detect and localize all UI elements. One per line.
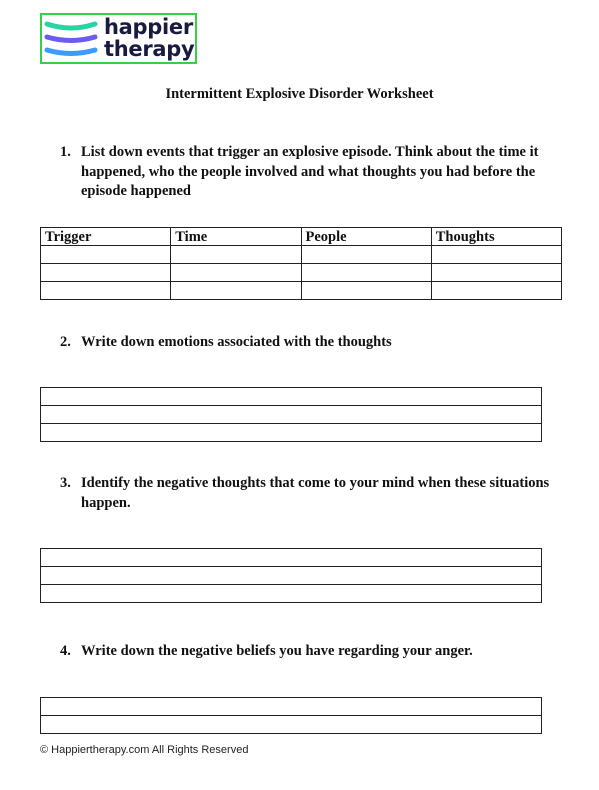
table-cell[interactable] — [171, 264, 301, 282]
answer-row — [41, 549, 542, 567]
answer-line[interactable] — [41, 388, 542, 406]
table-cell[interactable] — [431, 264, 561, 282]
question-3 — [60, 474, 565, 513]
answer-line[interactable] — [41, 406, 542, 424]
worksheet-title: Intermittent Explosive Disorder Worksheet — [165, 86, 434, 102]
table-cell[interactable] — [41, 264, 171, 282]
table-cell[interactable] — [301, 246, 431, 264]
question-4 — [60, 642, 565, 662]
happier-therapy-logo — [40, 13, 197, 64]
answer-row — [41, 698, 542, 716]
table-cell[interactable] — [171, 282, 301, 300]
table-cell[interactable] — [431, 246, 561, 264]
question-number: 4. — [60, 643, 71, 659]
answer-line[interactable] — [41, 424, 542, 442]
question-1 — [60, 143, 565, 202]
question-number: 2. — [60, 334, 71, 350]
table-header-row — [41, 228, 562, 246]
logo-wave-icon — [42, 15, 102, 63]
logo-line-1: happier — [104, 15, 193, 39]
table-cell[interactable] — [41, 282, 171, 300]
answer-line[interactable] — [41, 698, 542, 716]
table-cell[interactable] — [171, 246, 301, 264]
copyright-footer: © Happiertherapy.com All Rights Reserved — [40, 744, 249, 756]
column-header-thoughts: Thoughts — [431, 228, 561, 246]
question-text: Write down emotions associated with the thoughts — [81, 334, 392, 350]
table-cell[interactable] — [301, 282, 431, 300]
answer-row — [41, 585, 542, 603]
answer-row — [41, 388, 542, 406]
answer-line[interactable] — [41, 549, 542, 567]
negative-beliefs-answer-box — [40, 697, 542, 734]
logo-wordmark — [104, 16, 196, 60]
answer-row — [41, 424, 542, 442]
answer-row — [41, 567, 542, 585]
table-cell[interactable] — [431, 282, 561, 300]
question-number: 3. — [60, 475, 71, 491]
table-row — [41, 264, 562, 282]
table-cell[interactable] — [301, 264, 431, 282]
emotions-answer-box — [40, 387, 542, 442]
table-cell[interactable] — [41, 246, 171, 264]
answer-row — [41, 406, 542, 424]
column-header-time: Time — [171, 228, 301, 246]
negative-thoughts-answer-box — [40, 548, 542, 603]
answer-row — [41, 716, 542, 734]
question-2 — [60, 333, 565, 353]
column-header-trigger: Trigger — [41, 228, 171, 246]
question-number: 1. — [60, 144, 71, 160]
question-text: Identify the negative thoughts that come to your mind when these situations happen. — [81, 475, 550, 511]
answer-line[interactable] — [41, 716, 542, 734]
trigger-table — [40, 227, 562, 300]
logo-line-2: therapy — [104, 37, 195, 61]
table-row — [41, 246, 562, 264]
table-row — [41, 282, 562, 300]
answer-line[interactable] — [41, 585, 542, 603]
question-text: List down events that trigger an explosive episode. Think about the time it happened, who the people involved and what thoughts you had before the episode happened — [81, 144, 539, 199]
question-text: Write down the negative beliefs you have regarding your anger. — [81, 643, 473, 659]
column-header-people: People — [301, 228, 431, 246]
answer-line[interactable] — [41, 567, 542, 585]
